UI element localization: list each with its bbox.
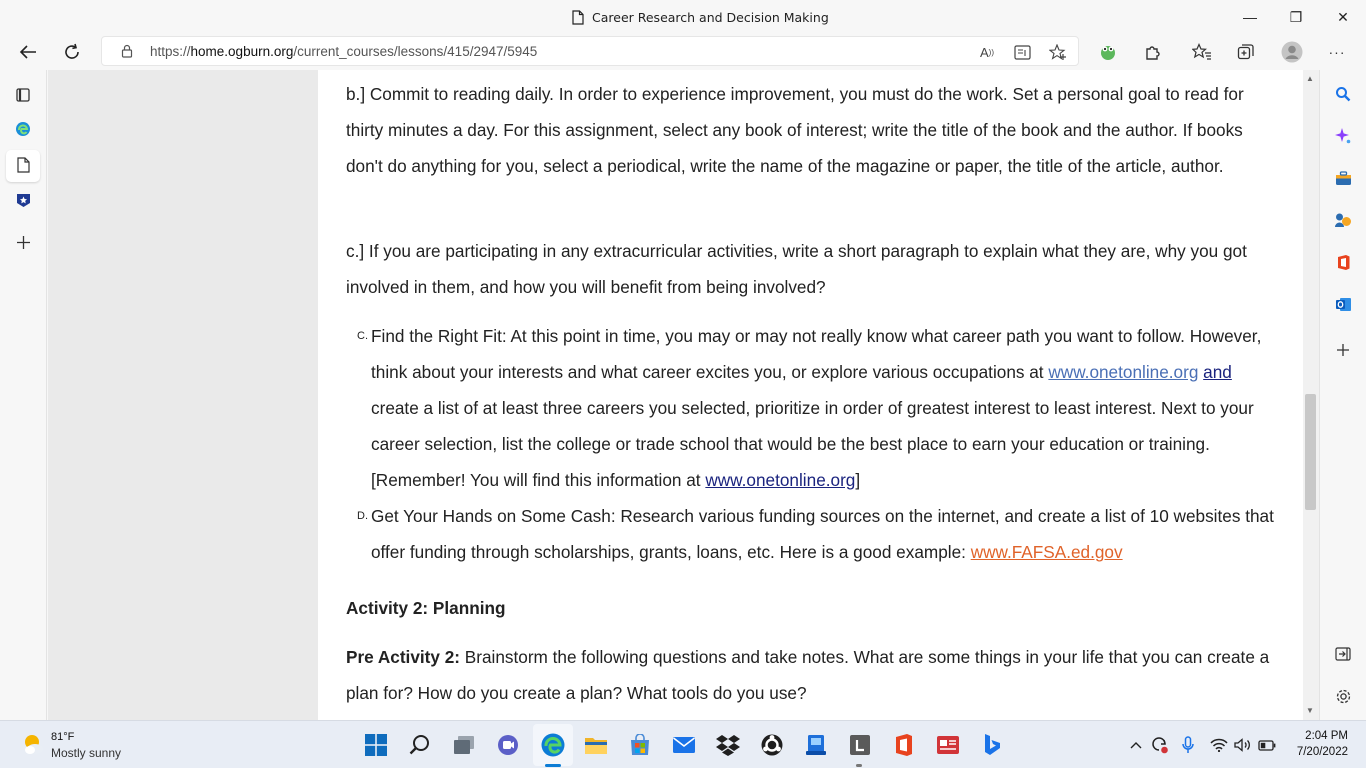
copilot-sparkle-icon[interactable] [1331, 124, 1355, 148]
vertical-tabs-bar [0, 70, 47, 720]
new-tab-plus-icon[interactable] [11, 230, 35, 254]
extensions-puzzle-icon[interactable] [1141, 40, 1165, 64]
list-marker-c: C. [357, 330, 368, 342]
teams-chat-icon[interactable] [494, 731, 522, 759]
restore-button[interactable]: ❐ [1289, 8, 1303, 25]
scroll-up-arrow-icon[interactable]: ▲ [1306, 74, 1314, 83]
tab-actions-icon[interactable] [11, 83, 35, 107]
pre-activity-text: Brainstorm the following questions and take notes. What are some things in your life that you can create a plan for? How do you create a plan? What tools do you use? [346, 647, 1270, 703]
pre-activity-paragraph [346, 639, 1276, 711]
bing-icon[interactable] [978, 731, 1006, 759]
lock-icon [120, 44, 134, 58]
scrollbar-thumb[interactable] [1305, 394, 1316, 510]
refresh-icon [63, 43, 81, 61]
mail-icon[interactable] [670, 731, 698, 759]
volume-icon[interactable] [1233, 735, 1253, 755]
item-d-text-1: Get Your Hands on Some Cash: Research various funding sources on the internet, and create a list of 10 websites that offer funding through scholarships, grants, loans, etc. Here is a good example: [371, 506, 1274, 562]
extension-frog-icon[interactable] [1096, 40, 1120, 64]
activity-2-heading: Activity 2: Planning [346, 598, 506, 618]
taskbar-office-icon[interactable] [890, 731, 918, 759]
shopping-tools-icon[interactable] [1331, 166, 1355, 190]
minimize-button[interactable]: — [1243, 9, 1257, 25]
onetonline-link-2[interactable]: www.onetonline.org [705, 470, 856, 490]
task-view-icon[interactable] [450, 731, 478, 759]
taskbar-edge-icon[interactable] [539, 731, 567, 759]
ubuntu-circle-icon[interactable] [758, 731, 786, 759]
file-explorer-icon[interactable] [582, 731, 610, 759]
address-bar[interactable] [101, 36, 1079, 66]
games-icon[interactable] [1331, 208, 1355, 232]
page-icon [572, 10, 584, 25]
add-favorite-icon[interactable] [1048, 42, 1068, 62]
weather-description: Mostly sunny [51, 746, 122, 760]
notes-app-icon[interactable] [802, 731, 830, 759]
onetonline-link-1[interactable]: www.onetonline.org [1048, 362, 1199, 382]
add-sidebar-app-icon[interactable] [1331, 338, 1355, 362]
hide-sidebar-icon[interactable] [1331, 642, 1355, 666]
settings-more-button[interactable]: ··· [1328, 44, 1346, 60]
l-app-running-indicator [856, 764, 862, 767]
letter-l-app-icon[interactable] [846, 731, 874, 759]
profile-avatar[interactable] [1280, 40, 1304, 64]
browser-toolbar [0, 34, 1366, 70]
item-c-text-3: create a list of at least three careers you selected, prioritize in order of greatest interest to least interest. Next to your career selection, list the college or trade school that would be the best place to earn your education or training. [Remember! You will find this information at [371, 398, 1254, 490]
document-tab-icon[interactable] [11, 153, 35, 177]
windows-taskbar [0, 720, 1366, 768]
sun-cloud-icon [21, 732, 45, 756]
battery-icon[interactable] [1257, 735, 1277, 755]
tray-chevron-up-icon[interactable] [1126, 735, 1146, 755]
item-c-text-4: ] [855, 470, 861, 490]
read-aloud-icon[interactable]: A )) [980, 44, 994, 60]
clock-time: 2:04 PM [1305, 730, 1348, 742]
scroll-down-arrow-icon[interactable]: ▼ [1306, 706, 1314, 715]
url-text[interactable] [150, 44, 537, 59]
back-button[interactable] [14, 38, 42, 66]
taskbar-search-icon[interactable] [406, 731, 434, 759]
weather-temperature: 81°F [51, 731, 75, 743]
sync-alert-icon[interactable] [1150, 735, 1170, 755]
lesson-content [318, 70, 1303, 720]
list-marker-d: D. [357, 510, 368, 522]
wifi-icon[interactable] [1209, 735, 1229, 755]
news-icon[interactable] [934, 731, 962, 759]
pre-activity-label: Pre Activity 2: [346, 647, 460, 667]
outlook-icon[interactable] [1331, 292, 1355, 316]
edge-running-indicator [545, 764, 561, 767]
clock-date: 7/20/2022 [1296, 746, 1348, 758]
microphone-icon[interactable] [1178, 735, 1198, 755]
start-windows-icon[interactable] [362, 731, 390, 759]
close-button[interactable]: ✕ [1337, 8, 1349, 25]
paragraph-b: b.] Commit to reading daily. In order to experience improvement, you must do the work. Set a personal goal to read for thirty minutes a day. For this assignment, select any book of interest; write the title of the book and the author. If books don't do anything for you, select a periodical, write the name of the magazine or paper, the title of the article, author. [346, 84, 1244, 176]
and-link[interactable]: and [1203, 362, 1232, 382]
edge-tab-icon[interactable] [11, 117, 35, 141]
office-icon[interactable] [1331, 250, 1355, 274]
search-icon[interactable] [1331, 82, 1355, 106]
microsoft-store-icon[interactable] [626, 731, 654, 759]
vertical-scrollbar[interactable] [1303, 70, 1319, 720]
back-arrow-icon [19, 44, 37, 60]
edge-sidebar [1319, 70, 1366, 720]
favorites-icon[interactable] [1190, 40, 1214, 64]
url-path: /current_courses/lessons/415/2947/5945 [293, 44, 538, 59]
url-prefix: https:// [150, 44, 191, 59]
refresh-button[interactable] [58, 38, 86, 66]
immersive-reader-icon[interactable] [1012, 42, 1032, 62]
window-title-text: Career Research and Decision Making [592, 9, 829, 25]
window-title [572, 8, 829, 26]
page-margin-left [48, 70, 318, 720]
item-c-text-1: Find the Right Fit: At this point in time, you may or may not really know what career path you want to follow. However, think about your interests and what career excites you, or explore various occupations at [371, 326, 1262, 382]
sidebar-settings-gear-icon[interactable] [1331, 684, 1355, 708]
title-bar [0, 0, 1366, 34]
fafsa-link[interactable]: www.FAFSA.ed.gov [970, 542, 1123, 562]
shield-star-tab-icon[interactable] [11, 188, 35, 212]
list-item-c [357, 318, 1276, 498]
collections-icon[interactable] [1234, 40, 1258, 64]
dropbox-icon[interactable] [714, 731, 742, 759]
paragraph-c: c.] If you are participating in any extracurricular activities, write a short paragraph to explain what they are, why you got involved in them, and how you will benefit from being involved? [346, 241, 1247, 297]
list-item-d [357, 498, 1276, 570]
url-host: home.ogburn.org [190, 44, 294, 59]
